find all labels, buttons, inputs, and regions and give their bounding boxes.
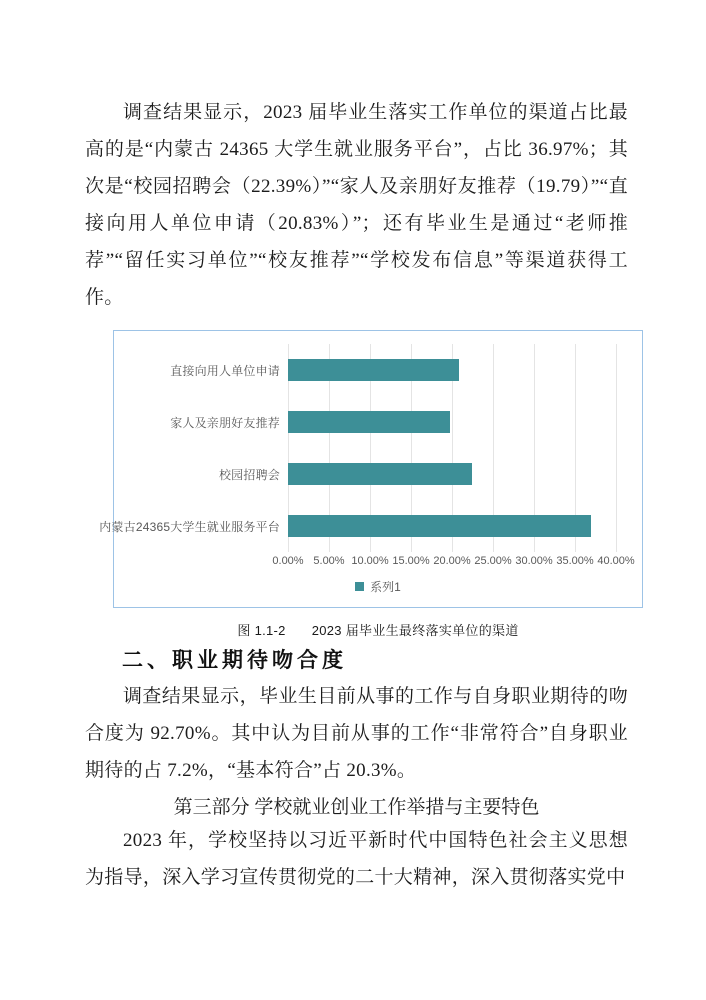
chart-bar bbox=[288, 515, 591, 537]
chart-row bbox=[114, 344, 642, 396]
chart-axis-tick: 0.00% bbox=[272, 555, 304, 567]
chart-row bbox=[114, 448, 642, 500]
chart-legend bbox=[114, 577, 642, 595]
part3-title: 第三部分 学校就业创业工作举措与主要特色 bbox=[173, 797, 540, 818]
figure-caption bbox=[113, 620, 643, 639]
chart-axis-tick: 20.00% bbox=[433, 555, 471, 567]
chart-axis-tick: 5.00% bbox=[313, 555, 345, 567]
figure-caption-title: 2023 届毕业生最终落实单位的渠道 bbox=[311, 623, 519, 638]
chart-axis-tick: 15.00% bbox=[392, 555, 430, 567]
chart-category-label: 校园招聘会 bbox=[218, 467, 280, 482]
chart-bar bbox=[288, 359, 459, 381]
chart-category-label: 内蒙古24365大学生就业服务平台 bbox=[99, 519, 280, 534]
legend-marker bbox=[355, 582, 364, 591]
legend-label: 系列1 bbox=[370, 579, 401, 594]
chart-category-label: 直接向用人单位申请 bbox=[170, 363, 280, 378]
chart-bar bbox=[288, 463, 472, 485]
chart-rows bbox=[99, 344, 642, 552]
figure-caption-number: 图 1.1-2 bbox=[237, 623, 286, 638]
chart-axis-tick: 40.00% bbox=[597, 555, 635, 567]
chart-axis-tick: 10.00% bbox=[351, 555, 389, 567]
chart-axis-tick: 35.00% bbox=[556, 555, 594, 567]
chart-category-label: 家人及亲朋好友推荐 bbox=[170, 415, 280, 430]
paragraph-part3-intro: 2023 年，学校坚持以习近平新时代中国特色社会主义思想为指导，深入学习宣传贯彻党的二十大精神，深入贯彻落实党中 bbox=[85, 830, 628, 888]
bar-chart-employment-channels bbox=[99, 330, 643, 608]
chart-axis-tick: 25.00% bbox=[474, 555, 512, 567]
chart-row bbox=[99, 500, 642, 552]
chart-x-axis bbox=[114, 555, 642, 571]
chart-row bbox=[114, 396, 642, 448]
chart-bar bbox=[288, 411, 450, 433]
section-heading-career-expectation: 二、职业期待吻合度 bbox=[122, 649, 347, 672]
chart-axis-tick: 30.00% bbox=[515, 555, 553, 567]
paragraph-employment-channels: 调查结果显示，2023 届毕业生落实工作单位的渠道占比最高的是“内蒙古 24365 大学生就业服务平台”，占比 36.97%；其次是“校园招聘会（22.39%）”“家人及亲朋好友推荐（19.79）”“直接向用人单位申请（20.83%）”；还有毕业生是通过“老师推荐”“留任实习单位”“校友推荐”“学校发布信息”等渠道获得工作。 bbox=[85, 102, 628, 308]
paragraph-career-expectation: 调查结果显示，毕业生目前从事的工作与自身职业期待的吻合度为 92.70%。其中认为目前从事的工作“非常符合”自身职业期待的占 7.2%，“基本符合”占 20.3%。 bbox=[85, 686, 628, 781]
